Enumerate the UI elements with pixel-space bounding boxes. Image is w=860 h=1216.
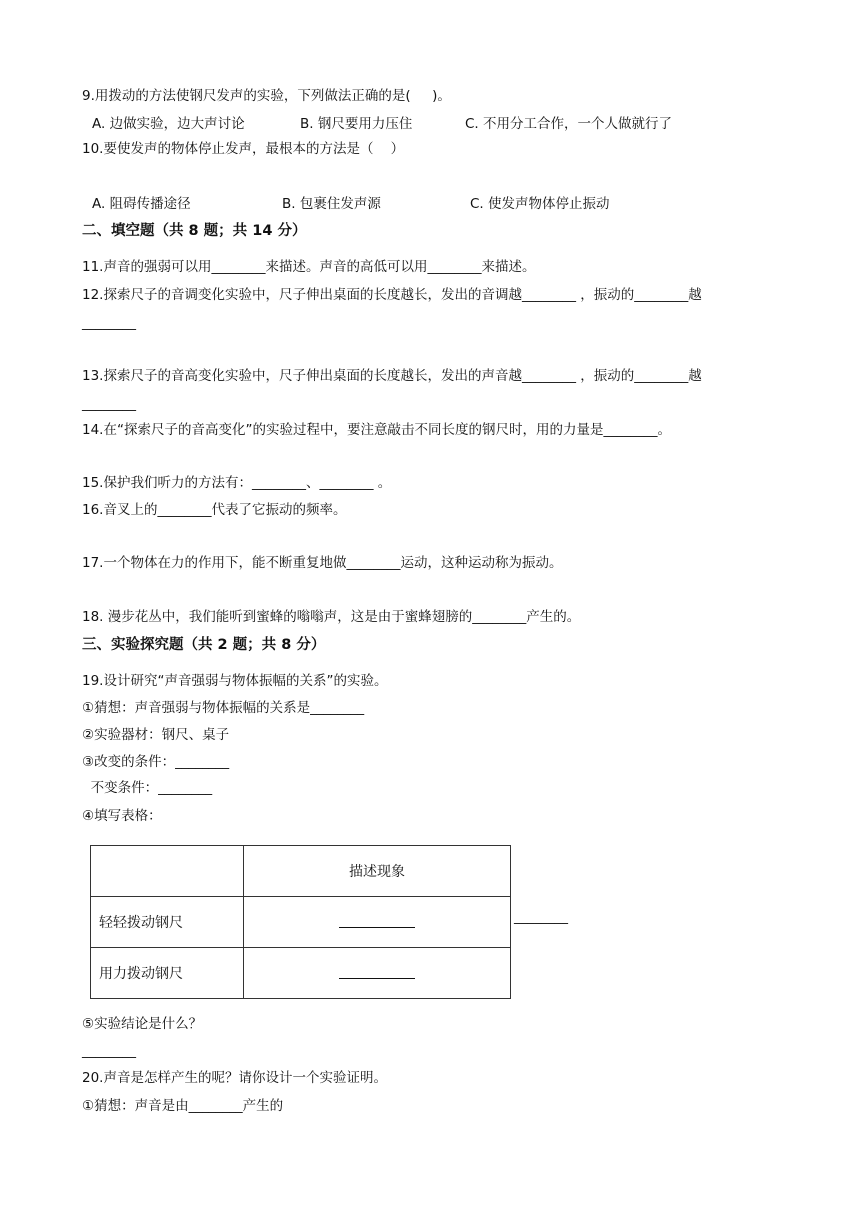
q20-stem: 20.声音是怎样产生的呢？请你设计一个实验证明。 bbox=[82, 1070, 387, 1086]
q19-step2: ②实验器材：钢尺、桌子 bbox=[82, 727, 230, 743]
q17-text: 17.一个物体在力的作用下，能不断重复地做________运动，这种运动称为振动。 bbox=[82, 555, 563, 571]
q9-option-a: A. 边做实验，边大声讨论 bbox=[92, 116, 245, 132]
table-row-label: 用力拨动钢尺 bbox=[91, 948, 244, 999]
section2-heading: 二、填空题（共 8 题；共 14 分） bbox=[82, 223, 307, 239]
q10-option-b: B. 包裹住发声源 bbox=[282, 196, 381, 212]
q9-option-c: C. 不用分工合作，一个人做就行了 bbox=[465, 116, 673, 132]
table-header-cell: 描述现象 bbox=[244, 846, 511, 897]
q12-text-line1: 12.探索尺子的音调变化实验中，尺子伸出桌面的长度越长，发出的音调越________ ，振动的________越 bbox=[82, 287, 702, 303]
answer-blank bbox=[339, 913, 415, 928]
q19-step1: ①猜想：声音强弱与物体振幅的关系是________ bbox=[82, 700, 365, 716]
q19-step4: ④填写表格： bbox=[82, 808, 162, 824]
q19-stem: 19.设计研究“声音强弱与物体振幅的关系”的实验。 bbox=[82, 673, 388, 689]
section3-heading: 三、实验探究题（共 2 题；共 8 分） bbox=[82, 637, 326, 653]
table-row-label: 轻轻拨动钢尺 bbox=[91, 897, 244, 948]
table-side-blank: ________ bbox=[514, 909, 568, 925]
q19-step5: ⑤实验结论是什么？ bbox=[82, 1016, 203, 1032]
q19-step3: ③改变的条件：________ bbox=[82, 754, 230, 770]
table-row bbox=[91, 897, 511, 948]
q20-step1: ①猜想：声音是由________产生的 bbox=[82, 1098, 284, 1114]
q12-text-line2: ________ bbox=[82, 315, 136, 331]
observation-table bbox=[90, 845, 511, 999]
q9-option-b: B. 钢尺要用力压住 bbox=[300, 116, 413, 132]
q19-step3-fixed: 不变条件：________ bbox=[82, 780, 213, 796]
q15-text: 15.保护我们听力的方法有：________、________ 。 bbox=[82, 475, 392, 491]
q10-option-a: A. 阻碍传播途径 bbox=[92, 196, 191, 212]
table-row bbox=[91, 846, 511, 897]
answer-blank bbox=[339, 964, 415, 979]
q10-option-c: C. 使发声物体停止振动 bbox=[470, 196, 610, 212]
q18-text: 18. 漫步花丛中，我们能听到蜜蜂的嗡嗡声，这是由于蜜蜂翅膀的________产生的。 bbox=[82, 609, 581, 625]
q9-stem: 9.用拨动的方法使钢尺发声的实验，下列做法正确的是( )。 bbox=[82, 88, 451, 104]
q19-step5-blank: ________ bbox=[82, 1043, 136, 1059]
q11-text: 11.声音的强弱可以用________来描述。声音的高低可以用________来描述。 bbox=[82, 259, 536, 275]
q10-stem: 10.要使发声的物体停止发声，最根本的方法是（ ） bbox=[82, 141, 405, 157]
q13-text-line1: 13.探索尺子的音高变化实验中，尺子伸出桌面的长度越长，发出的声音越________ ，振动的________越 bbox=[82, 368, 702, 384]
q16-text: 16.音叉上的________代表了它振动的频率。 bbox=[82, 502, 347, 518]
table-answer-cell bbox=[244, 897, 511, 948]
table-corner-cell bbox=[91, 846, 244, 897]
table-row bbox=[91, 948, 511, 999]
q14-text: 14.在“探索尺子的音高变化”的实验过程中，要注意敲击不同长度的钢尺时，用的力量是________。 bbox=[82, 422, 671, 438]
table-answer-cell bbox=[244, 948, 511, 999]
q13-text-line2: ________ bbox=[82, 396, 136, 412]
